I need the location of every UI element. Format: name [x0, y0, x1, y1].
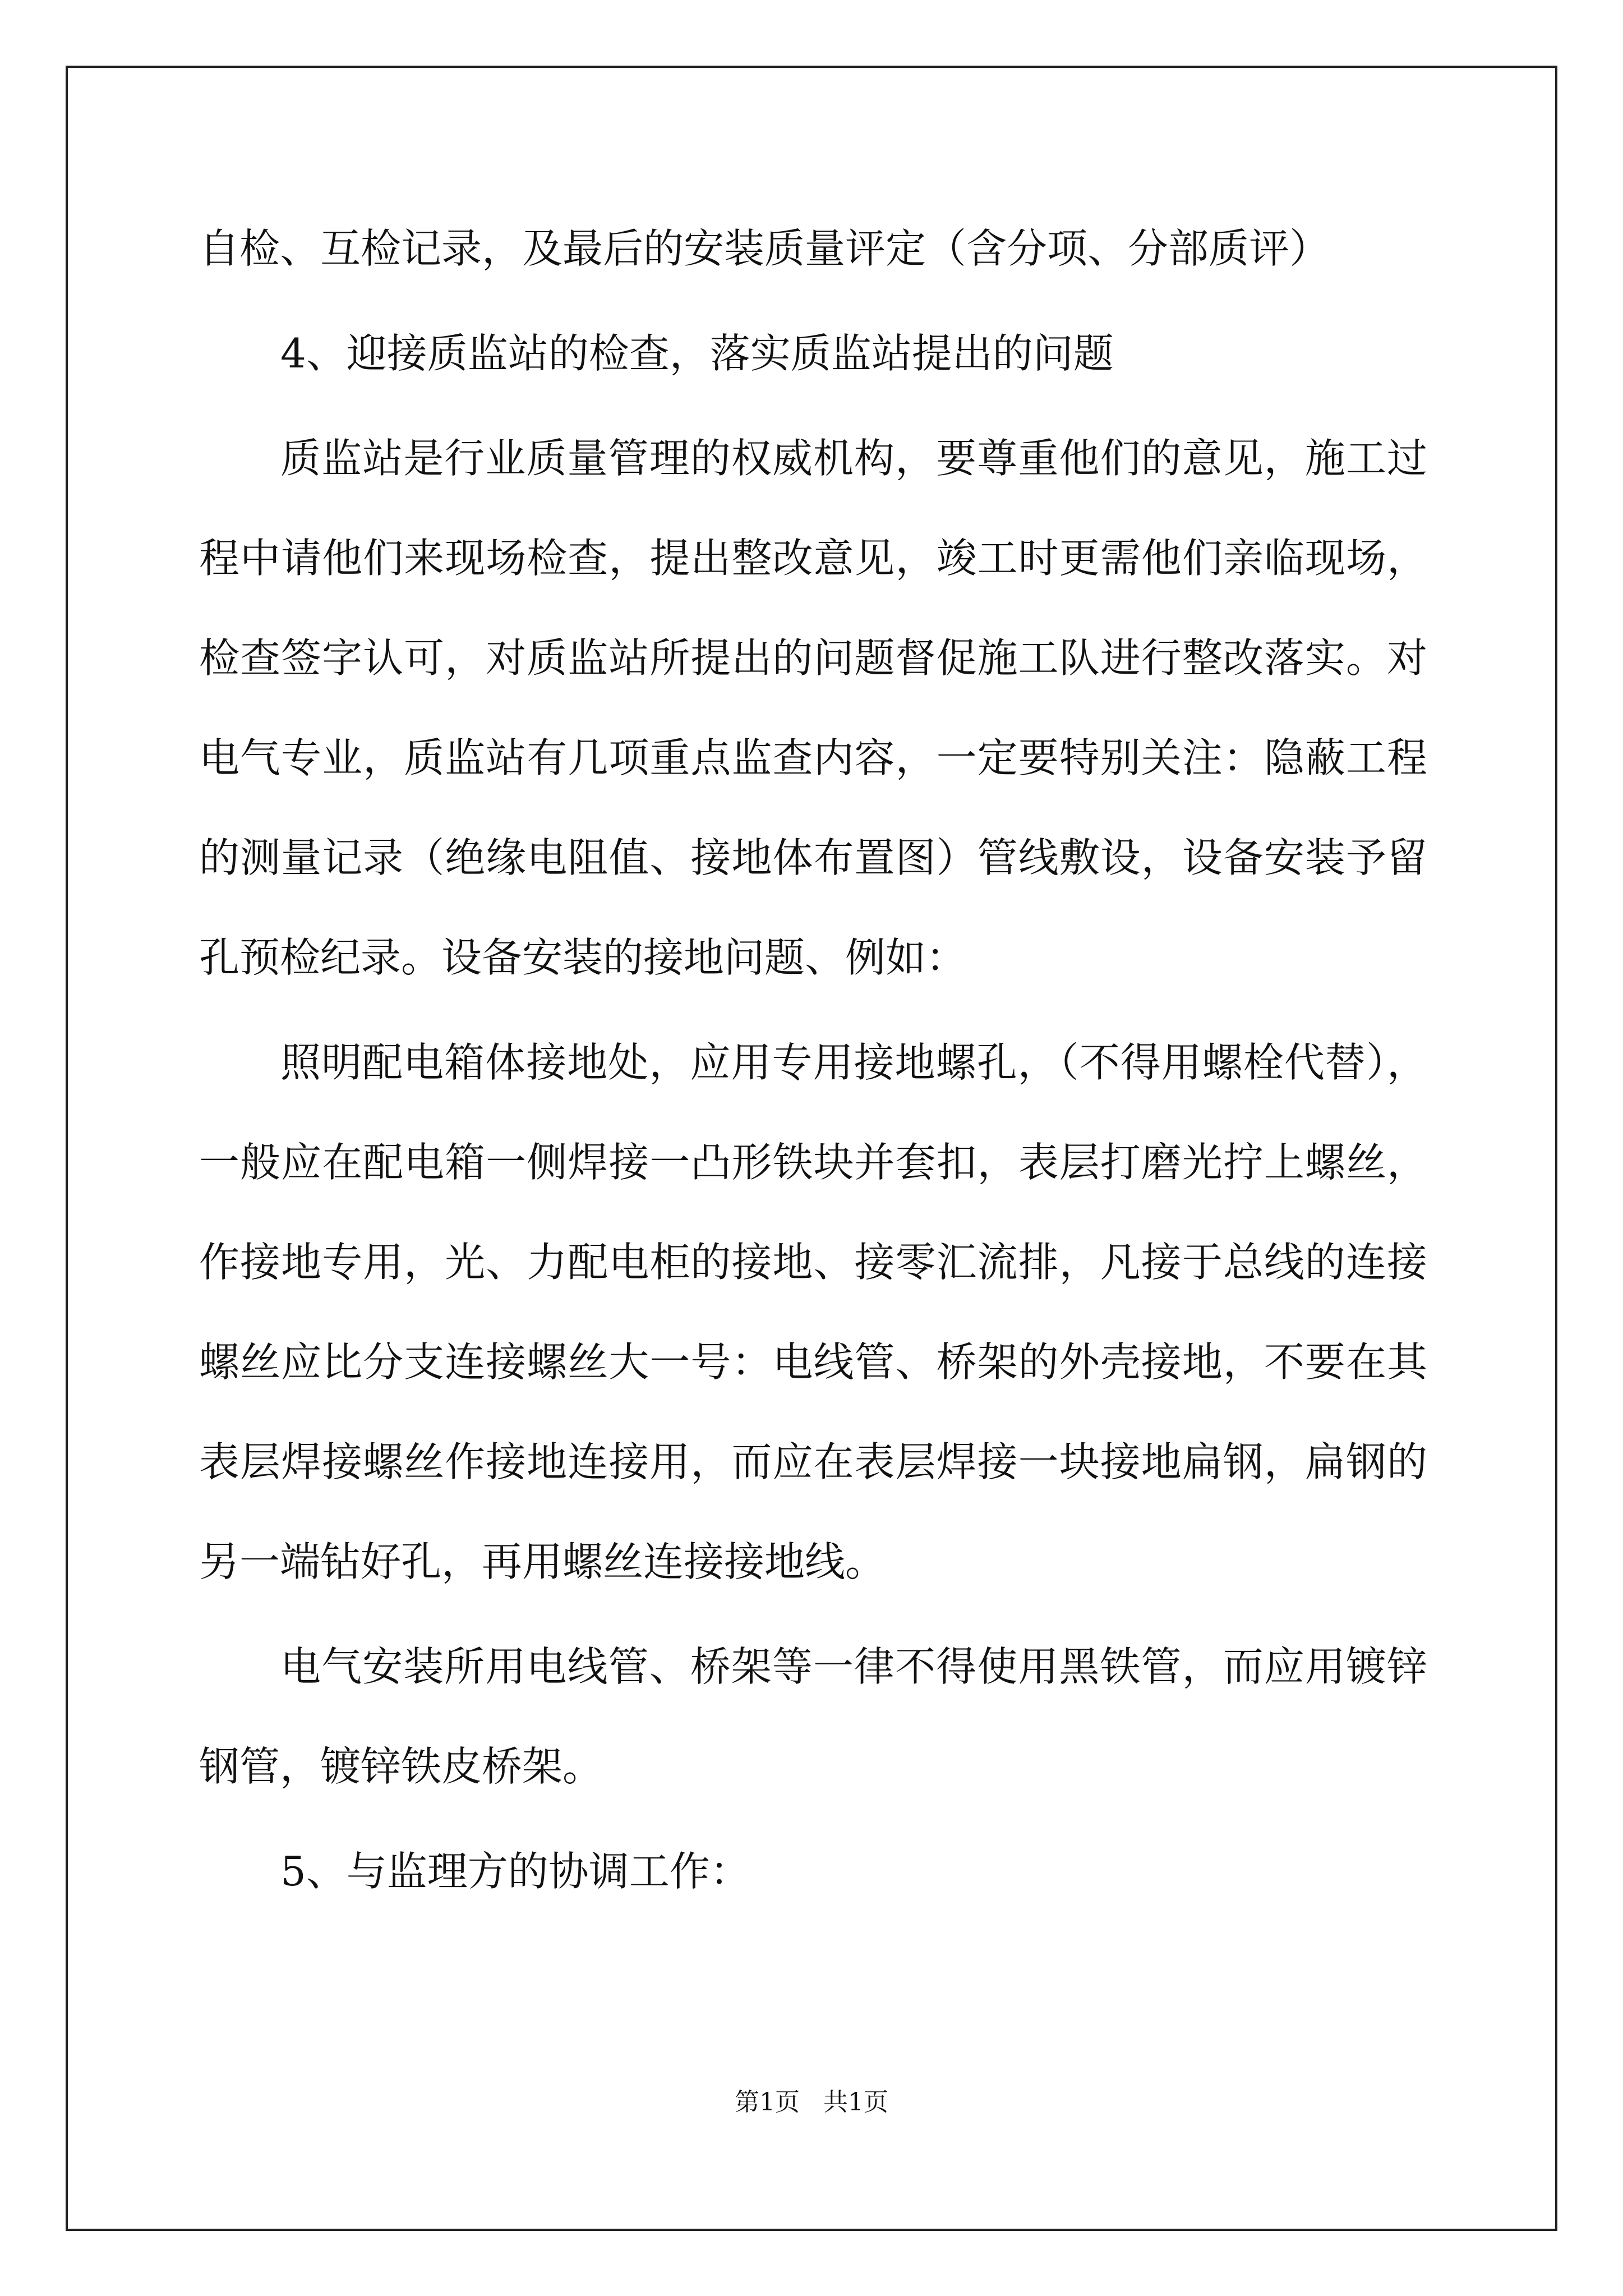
body-text-line: 作接地专用，光、力配电柜的接地、接零汇流排，凡接于总线的连接 — [199, 1239, 1427, 1286]
page-footer: 第1页 共1页 — [735, 2088, 888, 2116]
body-text-line: 钢管，镀锌铁皮桥架。 — [199, 1743, 603, 1790]
body-text-line: 自检、互检记录，及最后的安装质量评定（含分项、分部质评） — [199, 225, 1330, 272]
body-text-line: 的测量记录（绝缘电阻值、接地体布置图）管线敷设，设备安装予留 — [199, 834, 1427, 881]
body-text-line: 检查签字认可，对质监站所提出的问题督促施工队进行整改落实。对 — [199, 634, 1427, 682]
body-text-line: 螺丝应比分支连接螺丝大一号：电线管、桥架的外壳接地，不要在其 — [199, 1338, 1427, 1386]
body-text-line: 电气专业，质监站有几项重点监查内容，一定要特别关注：隐蔽工程 — [199, 734, 1427, 781]
body-text-line: 质监站是行业质量管理的权威机构，要尊重他们的意见，施工过 — [280, 435, 1427, 482]
body-text-line: 电气安装所用电线管、桥架等一律不得使用黑铁管，而应用镀锌 — [280, 1643, 1427, 1690]
section-heading-4: 4、迎接质监站的检查，落实质监站提出的问题 — [280, 330, 1114, 377]
body-text-line: 照明配电箱体接地处，应用专用接地螺孔，（不得用螺栓代替）， — [280, 1039, 1427, 1086]
body-text-line: 另一端钻好孔，再用螺丝连接接地线。 — [199, 1538, 886, 1585]
body-text-line: 孔预检纪录。设备安装的接地问题、例如： — [199, 934, 967, 981]
section-heading-5: 5、与监理方的协调工作： — [280, 1848, 750, 1895]
body-text-line: 表层焊接螺丝作接地连接用，而应在表层焊接一块接地扁钢，扁钢的 — [199, 1438, 1427, 1485]
body-text-line: 一般应在配电箱一侧焊接一凸形铁块并套扣，表层打磨光拧上螺丝， — [199, 1139, 1427, 1186]
body-text-line: 程中请他们来现场检查，提出整改意见，竣工时更需他们亲临现场， — [199, 535, 1427, 582]
